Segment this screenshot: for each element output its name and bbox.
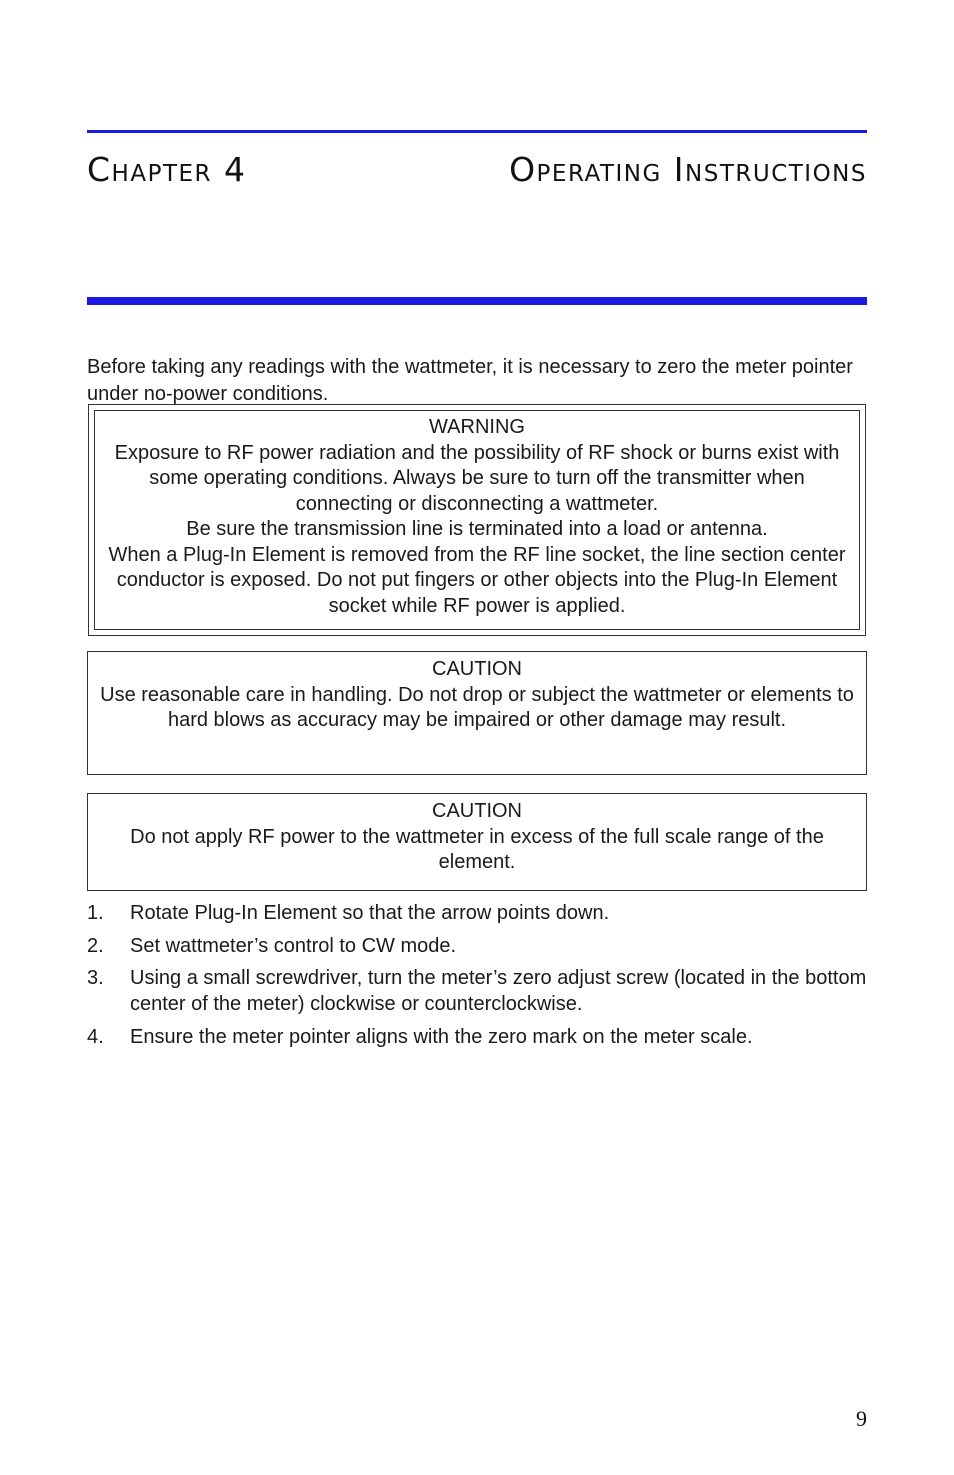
step-text: Rotate Plug-In Element so that the arrow points down. [130,902,610,924]
chapter-label: Chapter 4 [87,150,247,189]
warning-paragraph: When a Plug-In Element is removed from the RF line socket, the line section center conductor is exposed. Do not put fingers or other objects into the Plug-In Element socket while RF power is applied. [108,543,846,617]
warning-paragraph: Be sure the transmission line is terminated into a load or antenna. [186,518,768,540]
warning-heading: WARNING [429,416,525,438]
caution-heading: CAUTION [432,658,522,680]
chapter-title: Operating Instructions [509,150,867,189]
procedure-steps [87,900,877,1056]
list-item [87,1024,877,1050]
page-number: 9 [856,1406,867,1431]
caution-box-handling [87,651,867,775]
caution-box-power [87,793,867,891]
chapter-top-rule [87,130,867,133]
caution-heading: CAUTION [432,800,522,822]
caution-text: Use reasonable care in handling. Do not drop or subject the wattmeter or elements to hard blows as accuracy may be impaired or other damage may result. [100,683,854,731]
warning-paragraph: Exposure to RF power radiation and the possibility of RF shock or burns exist with some operating conditions. Always be sure to turn off the transmitter when connecting or disconnecting a wattmeter. [114,441,840,515]
list-item [87,933,877,959]
step-text: Set wattmeter’s control to CW mode. [130,934,457,957]
step-text: Using a small screwdriver, turn the meter’s zero adjust screw (located in the bottom center of the meter) clockwise or counterclockwise. [130,967,867,1015]
chapter-bottom-rule [87,297,867,305]
list-item [87,965,877,1017]
step-number: 3. [87,967,104,989]
chapter-heading [87,150,867,198]
list-item [87,900,877,926]
warning-box [88,404,866,636]
intro-paragraph: Before taking any readings with the wattmeter, it is necessary to zero the meter pointer under no-power conditions. [87,356,853,405]
step-text: Ensure the meter pointer aligns with the zero mark on the meter scale. [130,1025,753,1048]
caution-text: Do not apply RF power to the wattmeter in excess of the full scale range of the element. [130,825,824,873]
warning-box-inner [94,410,860,630]
step-number: 2. [87,934,104,957]
step-number: 1. [87,902,104,924]
step-number: 4. [87,1025,104,1048]
